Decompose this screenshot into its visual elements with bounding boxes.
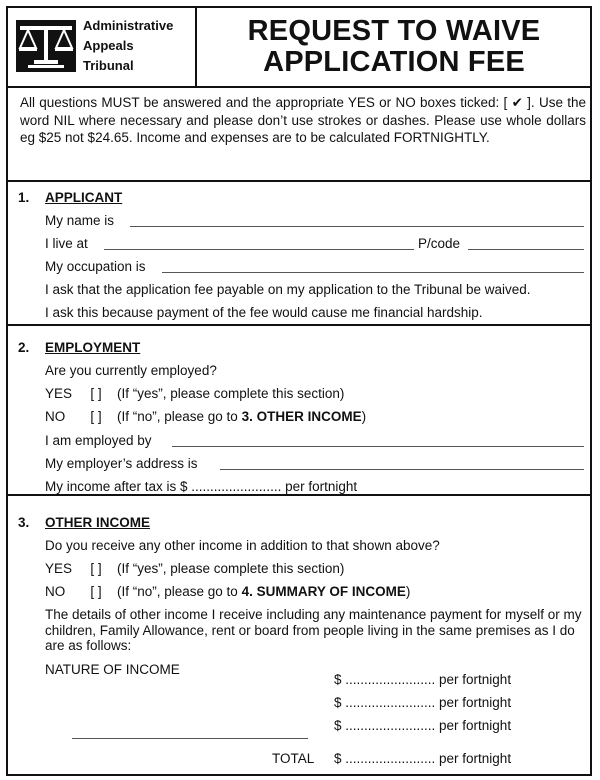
section-employment [8, 326, 590, 496]
org-line-1: Administrative [83, 18, 174, 33]
other-income-question: Do you receive any other income in addition to that shown above? [45, 538, 440, 553]
form-title [198, 16, 590, 78]
org-line-2: Appeals [83, 38, 134, 53]
waiver-request-text: I ask that the application fee payable on my application to the Tribunal be waived. [45, 282, 531, 297]
no-note-post: ) [361, 409, 367, 424]
employer-address-field[interactable] [220, 469, 584, 470]
organisation-name [83, 16, 173, 76]
section-heading [45, 515, 150, 530]
yes-label: YES [45, 386, 73, 401]
details-text: The details of other income I receive including any maintenance payment for myself or my children, Family Allowance, rent or board from people living in the same premises as I do are as follows: [45, 607, 582, 653]
yes-note: (If “yes”, please complete this section) [117, 386, 345, 401]
income-after-tax[interactable]: My income after tax is $ ........................ per fortnight [45, 479, 358, 494]
address-field[interactable] [104, 249, 414, 250]
occupation-label: My occupation is [45, 259, 146, 274]
no-checkbox[interactable]: [ ] [90, 409, 102, 424]
title-line-2: APPLICATION FEE [263, 46, 525, 78]
postcode-label: P/code [418, 236, 461, 251]
yes-label: YES [45, 561, 73, 576]
employer-address-label: My employer’s address is [45, 456, 198, 471]
logo-box [8, 8, 197, 86]
yes-option[interactable] [45, 386, 344, 401]
employer-label: I am employed by [45, 433, 152, 448]
total-label: TOTAL [272, 751, 315, 766]
yes-checkbox[interactable]: [ ] [90, 386, 102, 401]
no-note-post: ) [405, 584, 411, 599]
form-header [8, 8, 590, 88]
total-amount[interactable]: $ ........................ per fortnight [334, 751, 512, 766]
nature-of-income-field[interactable] [72, 738, 308, 739]
no-label: NO [45, 409, 66, 424]
name-field[interactable] [130, 226, 584, 227]
section-number: 1. [18, 190, 30, 205]
yes-note: (If “yes”, please complete this section) [117, 561, 345, 576]
org-line-3: Tribunal [83, 58, 134, 73]
no-note-target: 4. SUMMARY OF INCOME [241, 584, 406, 599]
postcode-field[interactable] [468, 249, 584, 250]
address-label: I live at [45, 236, 88, 251]
no-option[interactable] [45, 584, 410, 599]
section-heading: EMPLOYMENT [45, 340, 141, 355]
section-applicant [8, 180, 590, 326]
section-number: 3. [18, 515, 30, 530]
yes-checkbox[interactable]: [ ] [90, 561, 102, 576]
yes-option[interactable] [45, 561, 344, 576]
name-label: My name is [45, 213, 115, 228]
section-number: 2. [18, 340, 30, 355]
nature-of-income-label: NATURE OF INCOME [45, 662, 180, 677]
scales-of-justice-icon [16, 20, 76, 72]
heading-word-2: INCOME [96, 515, 151, 530]
no-note-target: 3. OTHER INCOME [241, 409, 362, 424]
hardship-text: I ask this because payment of the fee would cause me financial hardship. [45, 305, 483, 320]
heading-word-1: OTHER [45, 515, 93, 530]
instructions-text: All questions MUST be answered and the appropriate YES or NO boxes ticked: [ ✔ ]. Use the word NIL where necessary and please don’t use strokes or dashes. Please use whole dollars eg $25 not $24.65. Income and expenses are to be calculated FORTNIGHTLY. [20, 95, 586, 145]
employer-field[interactable] [172, 446, 584, 447]
occupation-field[interactable] [162, 272, 584, 273]
no-note-pre: (If “no”, please go to [117, 584, 242, 599]
income-amount-2[interactable]: $ ........................ per fortnight [334, 695, 512, 710]
title-line-1: REQUEST TO WAIVE [247, 15, 541, 47]
no-label: NO [45, 584, 66, 599]
no-checkbox[interactable]: [ ] [90, 584, 102, 599]
form-frame [6, 6, 592, 776]
no-option[interactable] [45, 409, 366, 424]
section-heading: APPLICANT [45, 190, 123, 205]
no-note-pre: (If “no”, please go to [117, 409, 242, 424]
income-amount-1[interactable]: $ ........................ per fortnight [334, 672, 512, 687]
employment-question: Are you currently employed? [45, 363, 217, 378]
income-amount-3[interactable]: $ ........................ per fortnight [334, 718, 512, 733]
section-other-income [8, 496, 590, 778]
